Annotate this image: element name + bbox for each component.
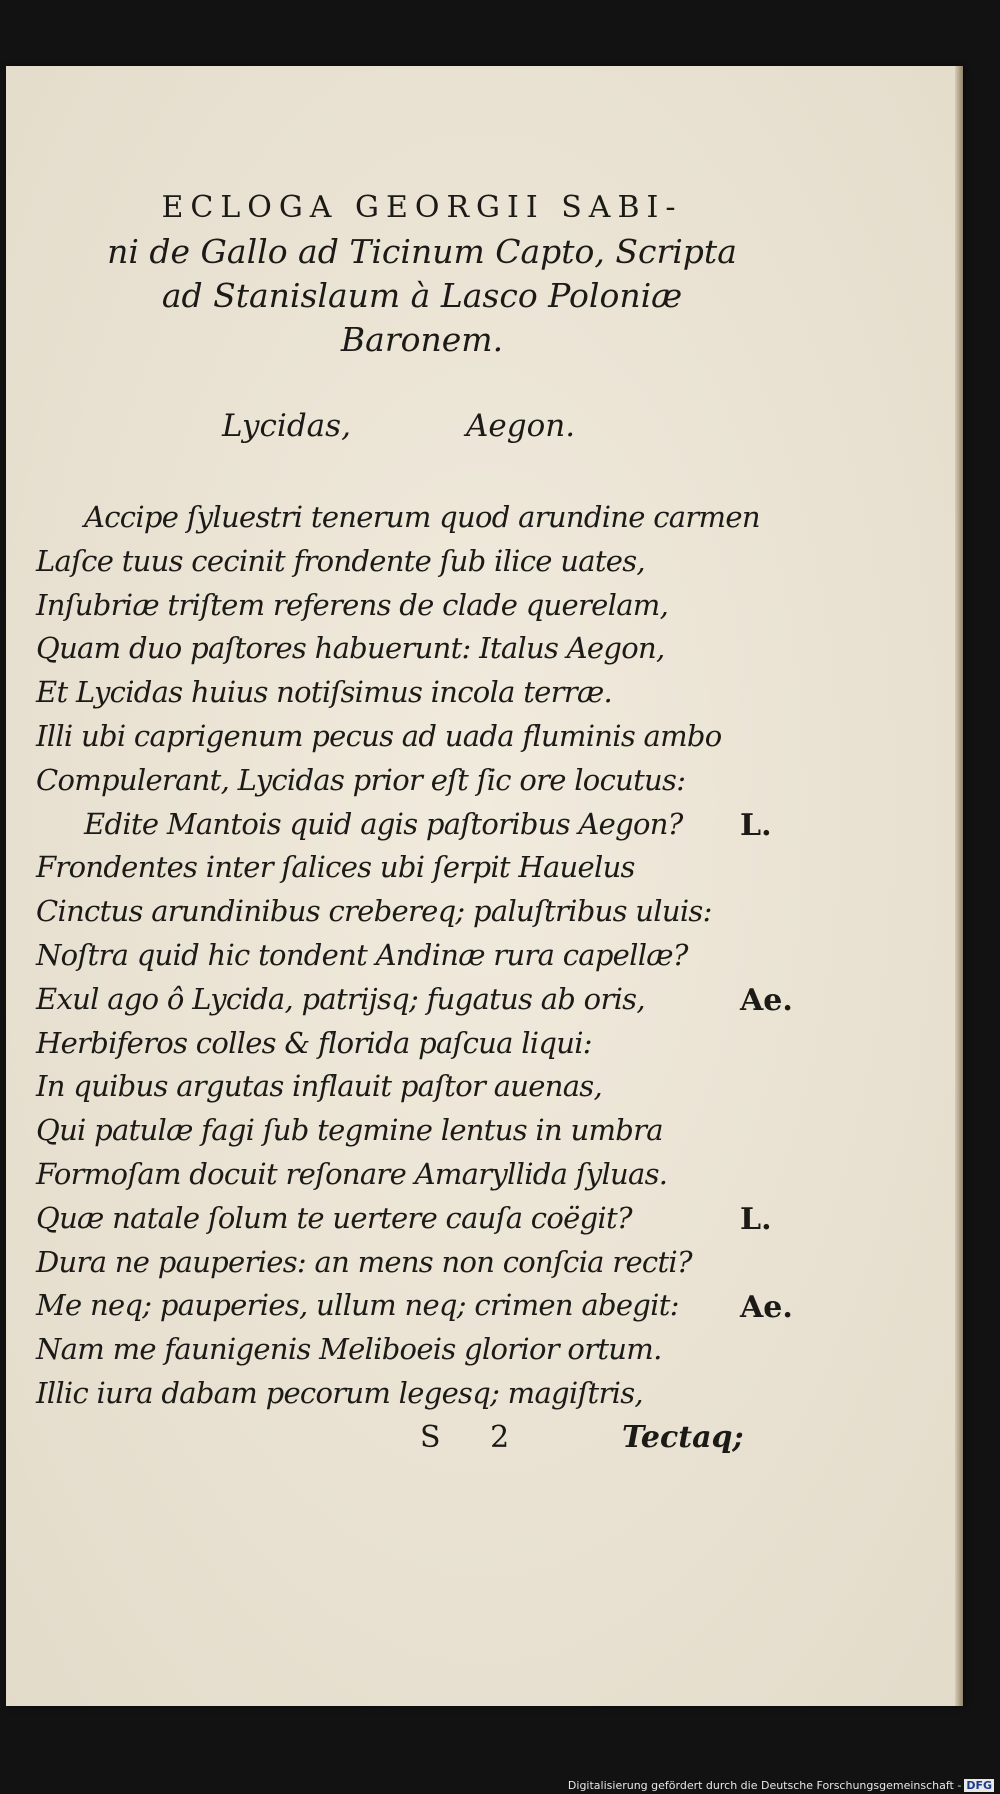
speaker-aegon: Aegon. bbox=[466, 408, 576, 444]
speaker-marker-lycidas: L. bbox=[740, 1202, 772, 1237]
poem-line: Edite Mantois quid agis paſtoribus Aegon? bbox=[84, 806, 683, 841]
speaker-marker-lycidas: L. bbox=[740, 808, 772, 843]
speaker-marker-aegon: Ae. bbox=[740, 1290, 793, 1325]
poem-line: Et Lycidas huius notiſsimus incola terræ. bbox=[36, 675, 613, 710]
poem-line: Nam me faunigenis Meliboeis glorior ortum. bbox=[36, 1332, 662, 1367]
poem-line: Compulerant, Lycidas prior eſt ſic ore locutus: bbox=[36, 762, 686, 797]
poem-line: Frondentes inter ſalices ubi ſerpit Hauelus bbox=[36, 850, 635, 885]
poem-line: Cinctus arundinibus crebereq; paluſtribus uluis: bbox=[36, 894, 712, 929]
poem-line: Dura ne pauperies: an mens non conſcia recti? bbox=[36, 1244, 692, 1279]
eclogue-heading bbox=[62, 186, 782, 362]
poem-line: Accipe ſyluestri tenerum quod arundine carmen bbox=[84, 500, 760, 534]
speaker-marker-aegon: Ae. bbox=[740, 983, 793, 1018]
heading-line-1: ECLOGA GEORGII SABI- bbox=[161, 190, 683, 225]
poem-line: Laſce tuus cecinit frondente ſub ilice uates, bbox=[36, 543, 645, 578]
poem-line: Quæ natale ſolum te uertere cauſa coëgit? bbox=[36, 1200, 632, 1235]
poem-line: Inſubriæ triſtem referens de clade querelam, bbox=[36, 587, 669, 622]
poem-body bbox=[36, 496, 760, 1416]
poem-line: Herbiferos colles & florida paſcua liqui: bbox=[36, 1025, 592, 1060]
poem-line: In quibus argutas inflauit paſtor auenas, bbox=[36, 1069, 602, 1104]
poem-line: Quam duo paſtores habuerunt: Italus Aegon, bbox=[36, 631, 665, 666]
poem-line: Exul ago ô Lycida, patrijsq; fugatus ab oris, bbox=[36, 981, 645, 1016]
heading-line-4: Baronem. bbox=[340, 320, 504, 359]
poem-line: Illic iura dabam pecorum legesq; magiſtris, bbox=[36, 1375, 643, 1410]
page-edge-shadow bbox=[955, 66, 963, 1706]
poem-line: Illi ubi caprigenum pecus ad uada fluminis ambo bbox=[36, 718, 722, 753]
poem-line: Formoſam docuit reſonare Amaryllida ſyluas. bbox=[36, 1156, 668, 1191]
speaker-lycidas: Lycidas, bbox=[222, 408, 351, 444]
poem-line: Noſtra quid hic tondent Andinæ rura capellæ? bbox=[36, 937, 688, 972]
catchword: Tectaq; bbox=[622, 1420, 744, 1455]
digitization-credit bbox=[568, 1779, 994, 1792]
credit-text: Digitalisierung gefördert durch die Deutsche Forschungsgemeinschaft - bbox=[567, 1779, 962, 1792]
heading-line-2: ni de Gallo ad Ticinum Capto, Scripta bbox=[107, 232, 737, 271]
signature-mark: S 2 bbox=[420, 1420, 530, 1455]
heading-line-3: ad Stanislaum à Lasco Poloniæ bbox=[161, 276, 683, 315]
poem-line: Me neq; pauperies, ullum neq; crimen abegit: bbox=[36, 1288, 679, 1323]
dfg-logo: DFG bbox=[966, 1779, 992, 1792]
poem-line: Qui patulæ fagi ſub tegmine lentus in umbra bbox=[36, 1113, 663, 1148]
